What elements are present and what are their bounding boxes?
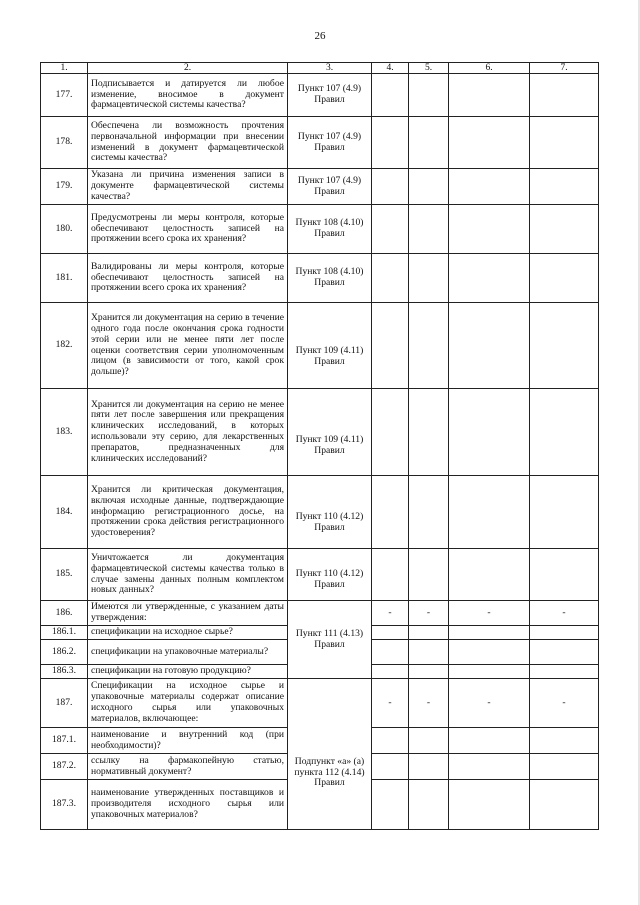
row-number: 185. (41, 549, 88, 601)
row-number: 187.3. (41, 780, 88, 830)
checklist-table (40, 62, 599, 830)
dash-mark: - (449, 601, 530, 626)
table-row (41, 389, 599, 476)
cell-col-7[interactable] (530, 169, 599, 205)
dash-mark: - (372, 679, 409, 728)
cell-col-5[interactable] (409, 780, 449, 830)
row-number: 186.1. (41, 626, 88, 640)
row-reference: Пункт 107 (4.9) Правил (288, 74, 372, 117)
row-question: Хранится ли документация на серию в течение одного года после окончания срока годности этой серии или не менее пяти лет после оценки соответствия серии уполномоченным лицом (в зависимости от того, какой срок дольше)? (88, 303, 288, 389)
cell-col-6[interactable] (449, 626, 530, 640)
row-question: Хранится ли документация на серию не менее пяти лет после завершения или прекращения клинических исследований, в которых использовали эту серию, для лекарственных препаратов, предназначенных для клинических исследований? (88, 389, 288, 476)
cell-col-4[interactable] (372, 254, 409, 303)
cell-col-6[interactable] (449, 74, 530, 117)
cell-col-6[interactable] (449, 665, 530, 679)
row-question: спецификации на исходное сырье? (88, 626, 288, 640)
row-number: 186.2. (41, 640, 88, 665)
cell-col-6[interactable] (449, 389, 530, 476)
header-col-1: 1. (41, 63, 88, 74)
cell-col-4[interactable] (372, 476, 409, 549)
cell-col-6[interactable] (449, 303, 530, 389)
table-row (41, 117, 599, 169)
cell-col-6[interactable] (449, 549, 530, 601)
row-number: 180. (41, 205, 88, 254)
dash-mark: - (530, 601, 599, 626)
row-reference: Пункт 109 (4.11) Правил (288, 303, 372, 389)
row-question: наименование утвержденных поставщиков и производителя исходного сырья или упаковочных материалов? (88, 780, 288, 830)
row-number: 187. (41, 679, 88, 728)
dash-mark: - (372, 601, 409, 626)
cell-col-7[interactable] (530, 549, 599, 601)
cell-col-4[interactable] (372, 205, 409, 254)
row-question: спецификации на упаковочные материалы? (88, 640, 288, 665)
row-number: 186. (41, 601, 88, 626)
cell-col-7[interactable] (530, 303, 599, 389)
cell-col-5[interactable] (409, 169, 449, 205)
cell-col-7[interactable] (530, 389, 599, 476)
cell-col-4[interactable] (372, 626, 409, 640)
cell-col-6[interactable] (449, 476, 530, 549)
cell-col-7[interactable] (530, 205, 599, 254)
row-question: наименование и внутренний код (при необходимости)? (88, 728, 288, 754)
table-row (41, 476, 599, 549)
row-question: Подписывается и датируется ли любое изменение, вносимое в документ фармацевтической системы качества? (88, 74, 288, 117)
dash-mark: - (449, 679, 530, 728)
cell-col-6[interactable] (449, 254, 530, 303)
cell-col-7[interactable] (530, 476, 599, 549)
cell-col-7[interactable] (530, 117, 599, 169)
cell-col-4[interactable] (372, 728, 409, 754)
cell-col-4[interactable] (372, 117, 409, 169)
row-number: 178. (41, 117, 88, 169)
dash-mark: - (409, 679, 449, 728)
row-question: Валидированы ли меры контроля, которые обеспечивают целостность записей на протяжении всего срока их хранения? (88, 254, 288, 303)
cell-col-7[interactable] (530, 640, 599, 665)
cell-col-7[interactable] (530, 626, 599, 640)
cell-col-7[interactable] (530, 665, 599, 679)
cell-col-4[interactable] (372, 549, 409, 601)
header-row (41, 63, 599, 74)
cell-col-5[interactable] (409, 389, 449, 476)
row-reference: Пункт 110 (4.12) Правил (288, 549, 372, 601)
cell-col-5[interactable] (409, 254, 449, 303)
header-col-2: 2. (88, 63, 288, 74)
row-number: 181. (41, 254, 88, 303)
cell-col-5[interactable] (409, 665, 449, 679)
cell-col-6[interactable] (449, 780, 530, 830)
row-number: 187.1. (41, 728, 88, 754)
cell-col-7[interactable] (530, 780, 599, 830)
cell-col-4[interactable] (372, 754, 409, 780)
row-number: 187.2. (41, 754, 88, 780)
row-reference: Пункт 108 (4.10) Правил (288, 254, 372, 303)
cell-col-7[interactable] (530, 728, 599, 754)
table-row (41, 601, 599, 626)
cell-col-6[interactable] (449, 728, 530, 754)
reference-spacer (288, 679, 372, 830)
cell-col-6[interactable] (449, 117, 530, 169)
row-reference: Подпункт «а» (а) пункта 112 (4.14) Правил (294, 755, 365, 789)
table-row (41, 74, 599, 117)
cell-col-6[interactable] (449, 169, 530, 205)
cell-col-4[interactable] (372, 780, 409, 830)
table-row (41, 549, 599, 601)
cell-col-4[interactable] (372, 74, 409, 117)
cell-col-5[interactable] (409, 754, 449, 780)
cell-col-7[interactable] (530, 254, 599, 303)
header-col-4: 4. (372, 63, 409, 74)
dash-mark: - (530, 679, 599, 728)
row-reference: Пункт 107 (4.9) Правил (288, 169, 372, 205)
cell-col-5[interactable] (409, 303, 449, 389)
cell-col-4[interactable] (372, 169, 409, 205)
cell-col-6[interactable] (449, 640, 530, 665)
header-col-7: 7. (530, 63, 599, 74)
row-reference: Пункт 110 (4.12) Правил (288, 476, 372, 549)
cell-col-6[interactable] (449, 754, 530, 780)
header-col-6: 6. (449, 63, 530, 74)
row-number: 186.3. (41, 665, 88, 679)
cell-col-5[interactable] (409, 117, 449, 169)
cell-col-5[interactable] (409, 640, 449, 665)
cell-col-5[interactable] (409, 728, 449, 754)
row-number: 183. (41, 389, 88, 476)
cell-col-4[interactable] (372, 640, 409, 665)
page-number: 26 (314, 30, 326, 42)
cell-col-5[interactable] (409, 626, 449, 640)
row-reference: Пункт 107 (4.9) Правил (288, 117, 372, 169)
cell-col-4[interactable] (372, 665, 409, 679)
row-number: 177. (41, 74, 88, 117)
table-row (41, 169, 599, 205)
row-question: Спецификации на исходное сырье и упаковочные материалы содержат описание исходного сырья или упаковочных материалов, включающее: (88, 679, 288, 728)
row-question: Хранится ли критическая документация, включая исходные данные, подтверждающие информацию регистрационного досье, на протяжении срока действия регистрационного удостоверения? (88, 476, 288, 549)
table-row (41, 205, 599, 254)
row-question: спецификации на готовую продукцию? (88, 665, 288, 679)
row-question: Уничтожается ли документация фармацевтической системы качества только в случае замены данных полным комплектом новых данных? (88, 549, 288, 601)
table-row (41, 679, 599, 728)
row-reference: Пункт 109 (4.11) Правил (288, 389, 372, 476)
cell-col-5[interactable] (409, 74, 449, 117)
dash-mark: - (409, 601, 449, 626)
cell-col-7[interactable] (530, 754, 599, 780)
cell-col-5[interactable] (409, 476, 449, 549)
cell-col-6[interactable] (449, 205, 530, 254)
cell-col-7[interactable] (530, 74, 599, 117)
row-reference: Пункт 111 (4.13) Правил (288, 601, 372, 679)
row-question: Имеются ли утвержденные, с указанием даты утверждения: (88, 601, 288, 626)
header-col-3: 3. (288, 63, 372, 74)
cell-col-4[interactable] (372, 389, 409, 476)
cell-col-4[interactable] (372, 303, 409, 389)
row-reference: Пункт 108 (4.10) Правил (288, 205, 372, 254)
header-col-5: 5. (409, 63, 449, 74)
row-question: Обеспечена ли возможность прочтения первоначальной информации при внесении изменений в документ фармацевтической системы качества? (88, 117, 288, 169)
cell-col-5[interactable] (409, 549, 449, 601)
row-question: Предусмотрены ли меры контроля, которые обеспечивают целостность записей на протяжении всего срока их хранения? (88, 205, 288, 254)
table-row (41, 254, 599, 303)
table-row (41, 303, 599, 389)
row-question: Указана ли причина изменения записи в документе фармацевтической системы качества? (88, 169, 288, 205)
row-number: 179. (41, 169, 88, 205)
row-number: 184. (41, 476, 88, 549)
cell-col-5[interactable] (409, 205, 449, 254)
row-number: 182. (41, 303, 88, 389)
row-question: ссылку на фармакопейную статью, нормативный документ? (88, 754, 288, 780)
